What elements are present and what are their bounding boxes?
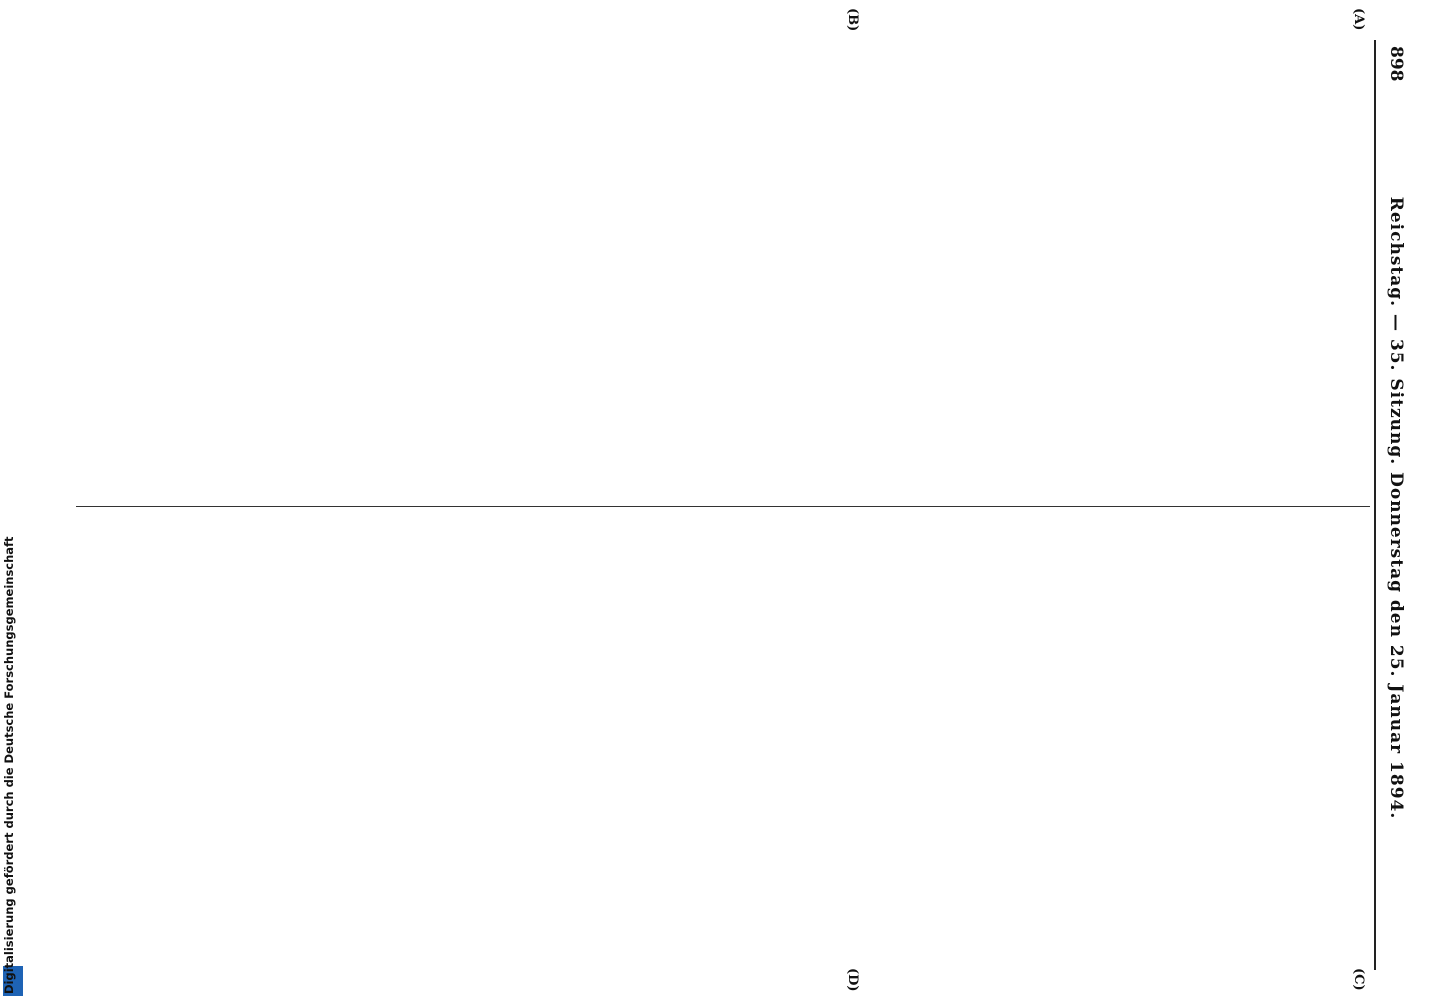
scanned-page (56, 0, 1432, 1000)
margin-marker-c: (C) (1351, 968, 1366, 991)
column-divider (76, 506, 1370, 507)
page-header (1380, 46, 1410, 970)
running-title: Reichstag. — 35. Sitzung. Donnerstag den 25. Januar 1894. (1386, 196, 1406, 820)
left-column (78, 40, 1366, 490)
credit-text: Digitalisierung gefördert durch die Deutsche Forschungsgemeinschaft (2, 536, 16, 994)
margin-marker-b: (B) (845, 8, 860, 32)
page-number: 898 (1386, 46, 1406, 82)
header-rule (1374, 40, 1376, 970)
margin-marker-d: (D) (845, 968, 860, 992)
right-column (78, 522, 1366, 972)
margin-marker-a: (A) (1351, 8, 1366, 31)
side-credit (0, 0, 30, 1000)
